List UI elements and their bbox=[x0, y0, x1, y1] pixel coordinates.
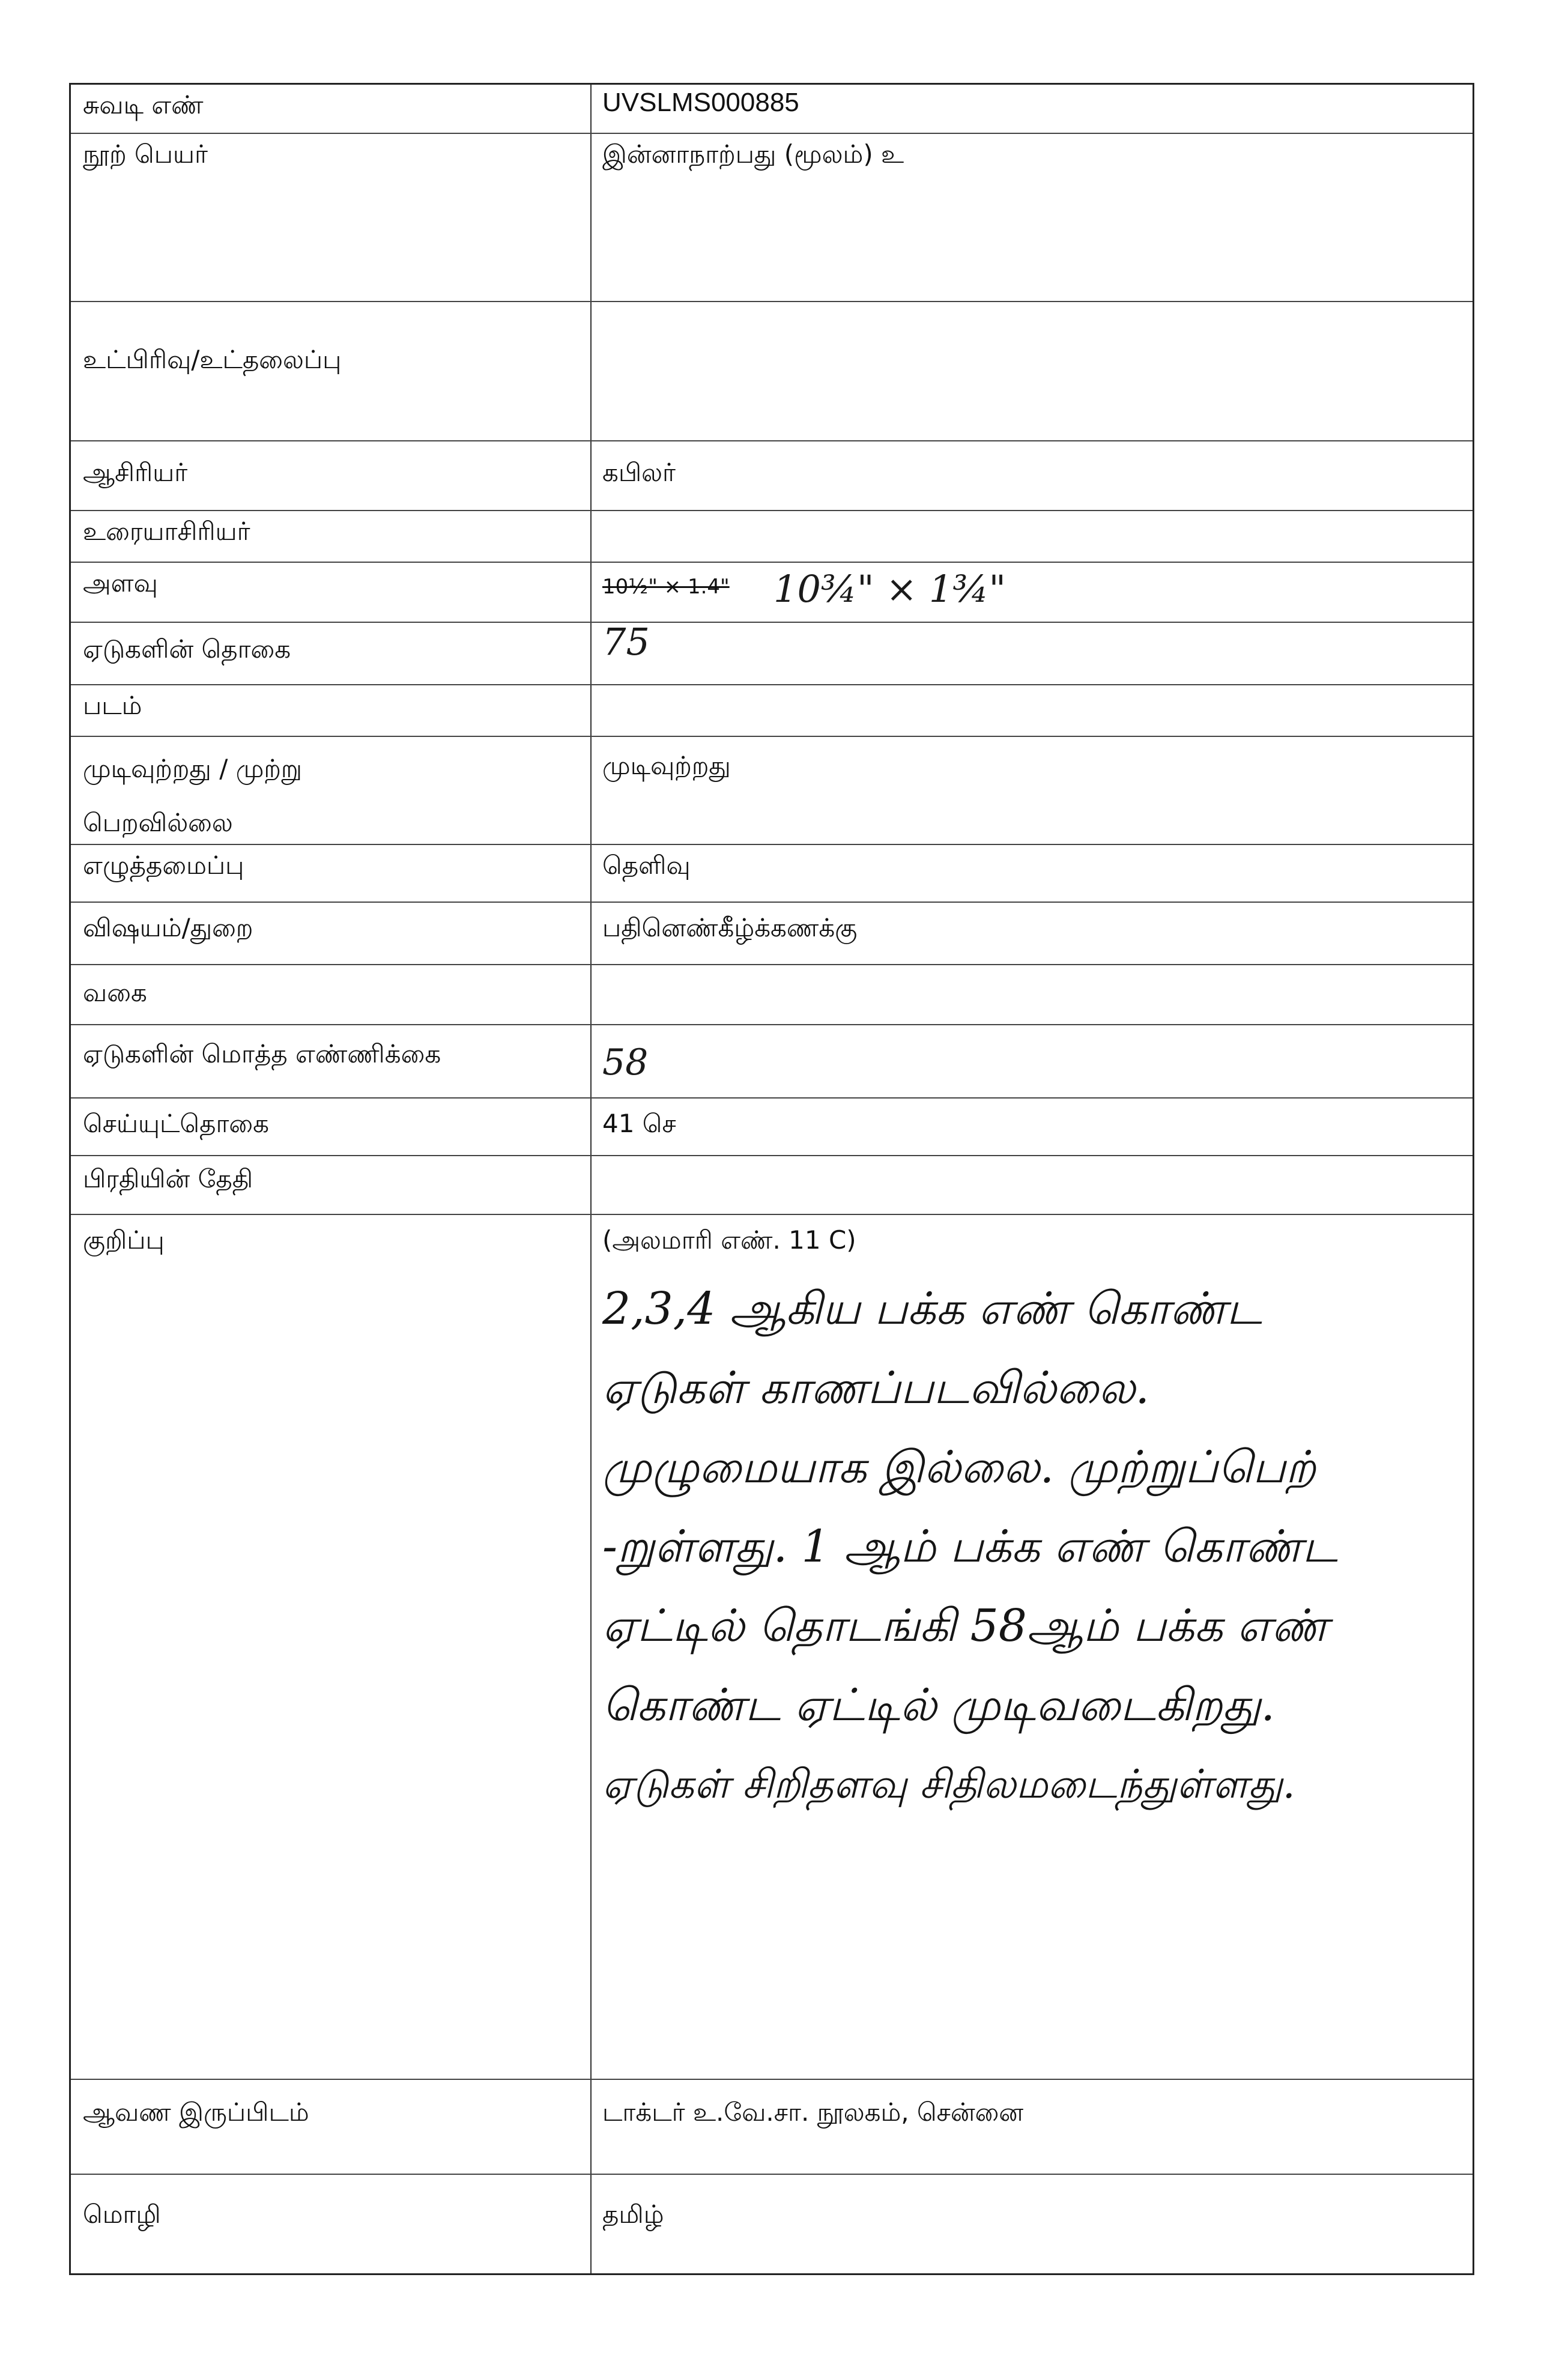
size-value-group bbox=[602, 565, 1455, 611]
field-label: வகை bbox=[83, 978, 147, 1007]
field-label: ஆசிரியர் bbox=[83, 458, 188, 487]
field-label: படம் bbox=[83, 691, 142, 720]
catalog-record-sheet bbox=[69, 83, 1474, 2275]
handwritten-note bbox=[602, 1269, 1467, 1824]
row-category bbox=[71, 964, 1473, 1024]
field-value: இன்னாநாற்பது (மூலம்) உ bbox=[602, 139, 904, 169]
field-value: தெளிவு bbox=[602, 850, 691, 880]
field-label: சுவடி எண் bbox=[83, 90, 204, 120]
field-value: பதினெண்கீழ்க்கணக்கு bbox=[602, 913, 858, 942]
field-label: ஏடுகளின் மொத்த எண்ணிக்கை bbox=[83, 1039, 441, 1068]
field-value: UVSLMS000885 bbox=[602, 88, 799, 117]
field-label: எழுத்தமைப்பு bbox=[83, 850, 244, 880]
field-label: அளவு bbox=[83, 568, 158, 598]
row-completion bbox=[71, 736, 1473, 844]
field-label: செய்யுட்தொகை bbox=[83, 1109, 269, 1138]
row-picture bbox=[71, 684, 1473, 736]
field-value: டாக்டர் உ.வே.சா. நூலகம், சென்னை bbox=[602, 2097, 1024, 2127]
handwritten-note-line: முழுமையாக இல்லை. முற்றுப்பெற் bbox=[602, 1441, 1316, 1493]
field-label: உட்பிரிவு/உட்தலைப்பு bbox=[83, 345, 342, 374]
row-verse-count bbox=[71, 1097, 1473, 1155]
size-handwritten-value: 10¾" × 1¾" bbox=[773, 567, 1006, 611]
row-book-name bbox=[71, 133, 1473, 301]
row-script bbox=[71, 844, 1473, 902]
field-label: குறிப்பு bbox=[83, 1225, 165, 1255]
field-value: தமிழ் bbox=[602, 2199, 664, 2229]
row-commentator bbox=[71, 510, 1473, 562]
note-printed-value: (அலமாரி எண். 11 C) bbox=[602, 1225, 856, 1255]
row-size bbox=[71, 562, 1473, 622]
field-value: 58 bbox=[602, 1041, 649, 1083]
row-archive-location bbox=[71, 2079, 1473, 2174]
field-label: மொழி bbox=[83, 2199, 161, 2229]
row-subdivision bbox=[71, 301, 1473, 440]
field-value: கபிலர் bbox=[602, 458, 676, 487]
handwritten-note-line: -றுள்ளது. 1 ஆம் பக்க எண் கொண்ட bbox=[602, 1521, 1338, 1572]
handwritten-note-line: 2,3,4 ஆகிய பக்க எண் கொண்ட bbox=[602, 1283, 1262, 1335]
field-label: விஷயம்/துறை bbox=[83, 913, 253, 942]
row-copy-date bbox=[71, 1155, 1473, 1214]
field-label: உரையாசிரியர் bbox=[83, 517, 250, 546]
row-language bbox=[71, 2174, 1473, 2273]
field-label: முடிவுற்றது / முற்று பெறவில்லை bbox=[83, 754, 303, 837]
handwritten-note-line: ஏடுகள் காணப்படவில்லை. bbox=[602, 1362, 1150, 1414]
field-label: நூற் பெயர் bbox=[83, 139, 208, 169]
field-label: ஆவண இருப்பிடம் bbox=[83, 2097, 309, 2127]
field-value: 75 bbox=[602, 620, 650, 664]
row-subject bbox=[71, 902, 1473, 964]
row-total-leaves bbox=[71, 1024, 1473, 1097]
row-note bbox=[71, 1214, 1473, 2079]
row-manuscript-number bbox=[71, 85, 1473, 133]
field-label: பிரதியின் தேதி bbox=[83, 1164, 253, 1193]
handwritten-note-line: ஏடுகள் சிறிதளவு சிதிலமடைந்துள்ளது. bbox=[602, 1761, 1295, 1807]
handwritten-note-line: ஏட்டில் தொடங்கி 58ஆம் பக்க எண் bbox=[602, 1600, 1328, 1652]
field-value: முடிவுற்றது bbox=[602, 751, 731, 780]
row-leaf-count bbox=[71, 622, 1473, 684]
field-label: ஏடுகளின் தொகை bbox=[83, 634, 291, 664]
field-value: 41 செ bbox=[602, 1109, 676, 1138]
row-author bbox=[71, 440, 1473, 510]
size-struck-value: 10½" × 1.4" bbox=[602, 575, 730, 599]
handwritten-note-line: கொண்ட ஏட்டில் முடிவடைகிறது. bbox=[602, 1679, 1276, 1731]
